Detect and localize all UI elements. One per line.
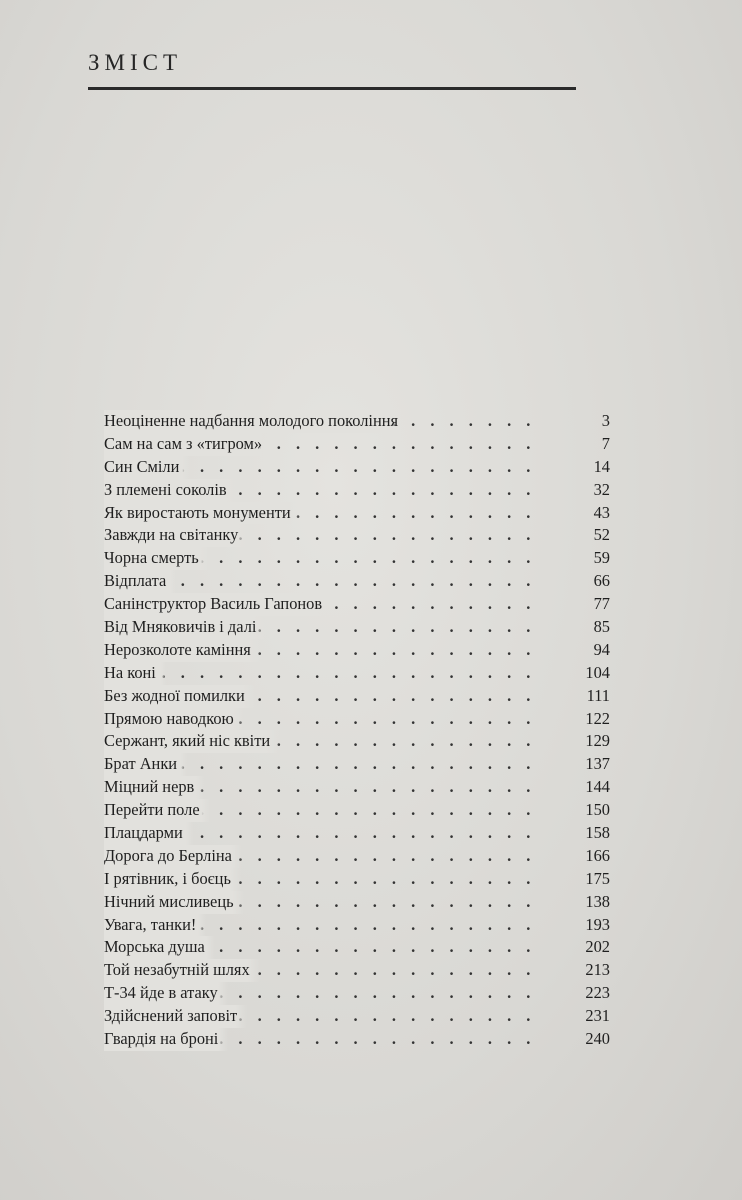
toc-entry-title: Увага, танки! (104, 914, 197, 934)
toc-entry-page-number: 175 (585, 868, 610, 888)
toc-entry (104, 502, 610, 525)
toc-entry-page-number: 240 (585, 1029, 610, 1049)
toc-entry-title-wrap (104, 456, 189, 479)
toc-entry (104, 1005, 610, 1028)
toc-entry-page-number: 137 (585, 754, 610, 774)
toc-entry-page-number: 223 (585, 983, 610, 1003)
toc-entry-page-number: 14 (593, 456, 610, 476)
toc-entry (104, 914, 610, 937)
toc-entry (104, 753, 610, 776)
toc-entry-title: З племені соколів (104, 479, 227, 499)
contents-heading: ЗМІСТ (88, 50, 183, 75)
toc-entry-title: Чорна смерть (104, 548, 199, 568)
leader-dots (104, 662, 546, 685)
toc-entry (104, 982, 610, 1005)
toc-entry-title-wrap (104, 982, 228, 1005)
toc-entry-page-number: 59 (593, 548, 610, 568)
toc-entry-page-number: 52 (593, 525, 610, 545)
toc-entry (104, 547, 610, 570)
toc-entry-title-wrap (104, 410, 408, 433)
toc-entry-title-wrap (104, 708, 244, 731)
toc-entry-page-number: 32 (593, 479, 610, 499)
toc-entry (104, 433, 610, 456)
toc-entry-title: Прямою наводкою (104, 708, 234, 728)
toc-entry-page-number: 66 (593, 571, 610, 591)
toc-entry (104, 730, 610, 753)
toc-entry (104, 616, 610, 639)
toc-entry-title-wrap (104, 776, 204, 799)
toc-entry-page-number: 138 (585, 891, 610, 911)
toc-entry-title-wrap (104, 891, 244, 914)
toc-entry (104, 891, 610, 914)
toc-entry-title: Як виростають монументи (104, 502, 291, 522)
toc-entry (104, 799, 610, 822)
toc-entry-title-wrap (104, 639, 261, 662)
toc-entry-title-wrap (104, 616, 266, 639)
toc-entry (104, 639, 610, 662)
toc-entry-title: Відплата (104, 571, 167, 591)
toc-entry-title: Здійснений заповіт (104, 1006, 238, 1026)
toc-entry (104, 1028, 610, 1051)
toc-entry-title: Перейти поле (104, 800, 200, 820)
toc-entry (104, 822, 610, 845)
toc-entry-title: Від Мняковичів і далі (104, 617, 257, 637)
toc-entry-title-wrap (104, 1028, 228, 1051)
toc-entry-title-wrap (104, 479, 237, 502)
toc-entry-title-wrap (104, 433, 272, 456)
toc-entry-page-number: 111 (586, 685, 610, 705)
toc-entry-title: Дорога до Берліна (104, 845, 232, 865)
toc-entry-title-wrap (104, 822, 193, 845)
toc-entry (104, 685, 610, 708)
toc-entry (104, 845, 610, 868)
toc-entry-title-wrap (104, 547, 209, 570)
toc-entry-page-number: 85 (593, 617, 610, 637)
toc-entry-title: Той незабутній шлях (104, 960, 250, 980)
toc-entry-title-wrap (104, 662, 166, 685)
toc-entry (104, 593, 610, 616)
toc-entry (104, 959, 610, 982)
toc-entry-title: І рятівник, і боєць (104, 868, 231, 888)
toc-entry-title-wrap (104, 593, 332, 616)
toc-entry-title: Т-34 йде в атаку (104, 983, 218, 1003)
toc-entry (104, 456, 610, 479)
toc-entry-title-wrap (104, 959, 260, 982)
toc-entry (104, 936, 610, 959)
toc-entry-page-number: 231 (585, 1006, 610, 1026)
toc-entry-page-number: 193 (585, 914, 610, 934)
toc-entry-title-wrap (104, 868, 241, 891)
toc-entry-page-number: 43 (593, 502, 610, 522)
toc-entry-title-wrap (104, 845, 242, 868)
toc-entry-page-number: 158 (585, 823, 610, 843)
toc-entry-title: Брат Анки (104, 754, 178, 774)
toc-entry-title-wrap (104, 914, 206, 937)
toc-entry-page-number: 104 (585, 662, 610, 682)
toc-entry-title: Морська душа (104, 937, 205, 957)
toc-entry-page-number: 150 (585, 800, 610, 820)
toc-entry-title: Нічний мисливець (104, 891, 234, 911)
toc-entry-title-wrap (104, 936, 215, 959)
toc-entry-page-number: 7 (601, 433, 610, 453)
toc-entry-title: Без жодної помилки (104, 685, 245, 705)
toc-entry-title: Неоціненне надбання молодого покоління (104, 411, 399, 430)
toc-entry-title-wrap (104, 1005, 247, 1028)
toc-entry-title: Санінструктор Василь Гапонов (104, 594, 323, 614)
toc-entry-title-wrap (104, 730, 280, 753)
toc-entry-page-number: 94 (593, 639, 610, 659)
toc-entry (104, 524, 610, 547)
toc-entry-title: Гвардія на броні (104, 1029, 219, 1049)
toc-entry (104, 868, 610, 891)
toc-entry-title-wrap (104, 502, 301, 525)
toc-entry-title-wrap (104, 799, 210, 822)
toc-entry-page-number: 3 (601, 411, 610, 430)
toc-entry (104, 662, 610, 685)
toc-entry-title-wrap (104, 524, 248, 547)
toc-entry-page-number: 202 (585, 937, 610, 957)
toc-entry-title: На коні (104, 662, 156, 682)
toc-entry-page-number: 213 (585, 960, 610, 980)
toc-entry-title: Плацдарми (104, 823, 183, 843)
toc-entry (104, 776, 610, 799)
toc-entry-page-number: 129 (585, 731, 610, 751)
toc-entry-title: Нерозколоте каміння (104, 639, 251, 659)
toc-entry-page-number: 77 (593, 594, 610, 614)
table-of-contents (104, 410, 610, 1051)
toc-entry (104, 570, 610, 593)
toc-entry-page-number: 144 (585, 777, 610, 797)
toc-entry (104, 479, 610, 502)
toc-entry-page-number: 166 (585, 845, 610, 865)
toc-entry-title-wrap (104, 685, 255, 708)
toc-entry-page-number: 122 (585, 708, 610, 728)
toc-entry (104, 410, 610, 433)
toc-entry-title-wrap (104, 753, 187, 776)
toc-entry-title: Міцний нерв (104, 777, 195, 797)
toc-entry-title: Син Сміли (104, 456, 180, 476)
toc-entry-title: Сам на сам з «тигром» (104, 433, 263, 453)
heading-rule (88, 87, 576, 90)
toc-entry-title: Сержант, який ніс квіти (104, 731, 271, 751)
toc-entry (104, 708, 610, 731)
toc-entry-title-wrap (104, 570, 176, 593)
toc-entry-title: Завжди на світанку (104, 525, 239, 545)
